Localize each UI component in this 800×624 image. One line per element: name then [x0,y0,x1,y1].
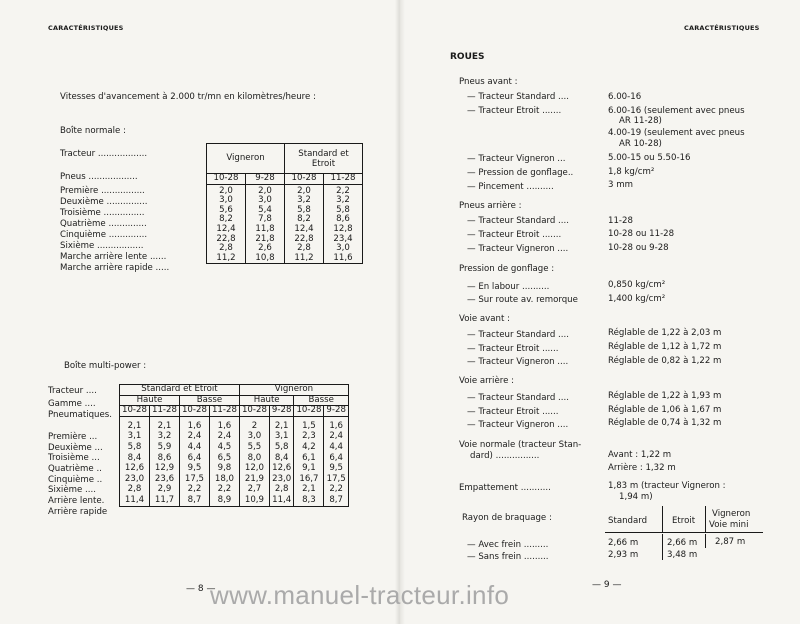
page-number-8: — 8 — [186,584,216,594]
normal-row-label: Tracteur .................. [60,149,148,159]
normal-row-label: Marche arrière lente ...... [60,252,167,262]
multipower-cell: 8,7 [324,495,349,506]
multipower-cell: 5,5 [239,442,269,453]
mp-range-haute-1: Haute [120,395,180,406]
rayon-header-standard: Standard [608,516,648,526]
multipower-cell: 2,1 [269,416,294,431]
rayon-sans-label: — Sans frein ......... [467,552,549,562]
va-standard-value: Réglable de 1,22 à 2,03 m [608,328,722,338]
multipower-cell: 5,8 [269,442,294,453]
multipower-cell: 9,5 [179,463,209,474]
multipower-cell: 2,2 [209,484,239,495]
multipower-cell: 2,8 [269,484,294,495]
normal-cell: 8,2 [285,215,324,225]
voie-normale-label-2: dard) ................ [470,451,540,461]
multipower-title: Boîte multi-power : [64,361,147,371]
var-vigneron-value: Réglable de 0,74 à 1,32 m [608,418,722,428]
var-etroit-label: — Tracteur Etroit ...... [467,407,559,417]
multipower-cell: 23,6 [149,474,179,485]
site-watermark: www.manuel-tracteur.info [210,580,510,610]
table-row [120,484,349,495]
right-page [400,0,800,624]
multipower-cell: 1,6 [179,416,209,431]
normal-cell: 2,2 [324,184,363,196]
multipower-cell: 2,4 [209,431,239,442]
normal-cell: 2,0 [207,184,246,196]
normal-row-label: Troisième ............... [60,208,145,218]
multipower-row-label: Troisième ... [48,453,100,463]
rayon-header-rule [605,532,763,533]
mp-size-header: 10-28 [120,406,150,417]
multipower-cell: 2,1 [120,416,150,431]
multipower-cell: 12,6 [120,463,150,474]
left-page [0,0,398,624]
multipower-cell: 8,4 [269,453,294,464]
normal-cell: 23,4 [324,235,363,245]
mp-group-vigneron: Vigneron [239,385,348,396]
multipower-cell: 3,1 [269,431,294,442]
voie-normale-arriere: Arrière : 1,32 m [608,463,676,473]
group-vigneron: Vigneron [207,144,285,174]
normal-cell: 5,8 [285,206,324,216]
multipower-cell: 9,1 [294,463,324,474]
rayon-heading: Rayon de braquage : [462,513,552,523]
voie-avant-heading: Voie avant : [459,314,510,324]
multipower-cell: 2,3 [294,431,324,442]
multipower-cell: 2 [239,416,269,431]
normal-cell: 3,0 [324,244,363,254]
speeds-intro: Vitesses d'avancement à 2.000 tr/mn en kilomètres/heure : [60,92,316,102]
rayon-avec-vigneron: 2,87 m [715,537,746,547]
normal-row-label: Marche arrière rapide ..... [60,263,170,273]
normal-size-header: 10-28 [285,174,324,185]
multipower-cell: 12,9 [149,463,179,474]
pa-standard-label: — Tracteur Standard .... [467,92,569,102]
normal-sizes-row [207,174,363,185]
multipower-row-label: Arrière rapide [48,507,108,517]
multipower-cell: 2,1 [294,484,324,495]
par-vigneron-value: 10-28 ou 9-28 [608,243,669,253]
normal-cell: 2,0 [285,184,324,196]
left-page-header: CARACTÉRISTIQUES [48,24,124,32]
mp-size-header: 9-28 [269,406,294,417]
pa-etroit-value-4: AR 10-28) [619,139,662,149]
par-etroit-value: 10-28 ou 11-28 [608,229,675,239]
var-standard-label: — Tracteur Standard .... [467,393,569,403]
multipower-cell: 8,0 [239,453,269,464]
rayon-sans-standard: 2,93 m [608,550,639,560]
multipower-row-label: Tracteur .... [48,386,97,396]
rayon-sep-1 [662,506,663,532]
va-vigneron-value: Réglable de 0,82 à 1,22 m [608,356,722,366]
rayon-avec-label: — Avec frein ......... [467,540,549,550]
multipower-cell: 16,7 [294,474,324,485]
multipower-cell: 23,0 [269,474,294,485]
table-row [120,474,349,485]
normal-row-label: Quatrième .............. [60,219,147,229]
multipower-cell: 8,3 [294,495,324,506]
rayon-sans-etroit: 3,48 m [667,550,698,560]
pa-gonflage-label: — Pression de gonflage.. [467,168,574,178]
table-row [120,453,349,464]
mp-size-header: 10-28 [239,406,269,417]
multipower-cell: 9,5 [324,463,349,474]
normal-cell: 5,4 [246,206,285,216]
pr-route-label: — Sur route av. remorque [467,295,578,305]
table-row [207,254,363,264]
mp-range-basse-2: Basse [294,395,349,406]
normal-size-header: 10-28 [207,174,246,185]
pneus-avant-heading: Pneus avant : [459,77,518,87]
multipower-cell: 18,0 [209,474,239,485]
normal-cell: 22,8 [207,235,246,245]
table-row [120,416,349,431]
multipower-cell: 8,9 [209,495,239,506]
multipower-cell: 4,2 [294,442,324,453]
multipower-cell: 6,4 [179,453,209,464]
multipower-cell: 2,4 [179,431,209,442]
pneus-arriere-heading: Pneus arrière : [459,201,522,211]
pa-standard-value: 6.00-16 [608,92,642,102]
multipower-cell: 4,4 [324,442,349,453]
normal-cell: 12,8 [324,225,363,235]
normal-cell: 11,2 [207,254,246,264]
multipower-cell: 8,7 [179,495,209,506]
multipower-cell: 6,1 [294,453,324,464]
multipower-cell: 2,7 [239,484,269,495]
empattement-value-1: 1,83 m (tracteur Vigneron : [608,481,726,491]
multipower-cell: 4,5 [209,442,239,453]
pa-gonflage-value: 1,8 kg/cm² [608,167,655,177]
multipower-row-label: Deuxième ... [48,443,103,453]
multipower-cell: 11,7 [149,495,179,506]
rayon-sep-4 [705,534,706,548]
multipower-cell: 17,5 [179,474,209,485]
mp-group-standard-etroit: Standard et Etroit [120,385,240,396]
voie-normale-avant: Avant : 1,22 m [608,450,672,460]
multipower-row-label: Cinquième .. [48,475,103,485]
multipower-row-label: Quatrième .. [48,464,102,474]
table-row [120,463,349,474]
var-standard-value: Réglable de 1,22 à 1,93 m [608,391,722,401]
normal-cell: 2,8 [285,244,324,254]
pr-labour-label: — En labour .......... [467,282,550,292]
multipower-cell: 2,9 [149,484,179,495]
normal-cell: 3,0 [207,196,246,206]
multipower-cell: 12,0 [239,463,269,474]
page-number-9: — 9 — [592,580,622,590]
pa-etroit-value-3: 4.00-19 (seulement avec pneus [608,128,745,138]
multipower-cell: 1,6 [324,416,349,431]
section-title-roues: ROUES [450,52,485,62]
multipower-cell: 11,4 [120,495,150,506]
pa-etroit-label: — Tracteur Etroit ....... [467,106,562,116]
multipower-cell: 8,6 [149,453,179,464]
normal-cell: 7,8 [246,215,285,225]
par-standard-value: 11-28 [608,216,633,226]
normal-cell: 10,8 [246,254,285,264]
multipower-cell: 23,0 [120,474,150,485]
pa-pincement-label: — Pincement .......... [467,182,554,192]
multipower-cell: 5,9 [149,442,179,453]
multipower-cell: 10,9 [239,495,269,506]
mp-sizes-row [120,406,349,417]
pa-etroit-value-2: AR 11-28) [619,116,662,126]
table-row [120,431,349,442]
normal-cell: 2,8 [207,244,246,254]
multipower-body [120,416,349,506]
normal-cell: 12,4 [207,225,246,235]
normal-cell: 8,6 [324,215,363,225]
normal-gearbox-title: Boîte normale : [60,126,126,136]
multipower-cell: 2,4 [324,431,349,442]
normal-cell: 5,6 [207,206,246,216]
par-etroit-label: — Tracteur Etroit ....... [467,230,562,240]
right-page-header: CARACTÉRISTIQUES [684,24,760,32]
var-vigneron-label: — Tracteur Vigneron .... [467,420,569,430]
multipower-cell: 4,4 [179,442,209,453]
voie-arriere-heading: Voie arrière : [459,376,514,386]
multipower-row-label: Pneumatiques. [48,410,113,420]
mp-range-haute-2: Haute [239,395,294,406]
pr-labour-value: 0,850 kg/cm² [608,280,666,290]
pa-etroit-value-1: 6.00-16 (seulement avec pneus [608,106,745,116]
rayon-sep-2 [705,506,706,532]
multipower-cell: 8,4 [120,453,150,464]
multipower-cell: 9,8 [209,463,239,474]
multipower-cell: 17,5 [324,474,349,485]
multipower-row-label: Gamme .... [48,399,96,409]
multipower-cell: 12,6 [269,463,294,474]
normal-cell: 11,8 [246,225,285,235]
normal-row-label: Sixième ................. [60,241,144,251]
empattement-value-2: 1,94 m) [619,492,653,502]
va-etroit-value: Réglable de 1,12 à 1,72 m [608,342,722,352]
multipower-row-label: Arrière lente. [48,496,105,506]
normal-cell: 12,4 [285,225,324,235]
multipower-cell: 11,4 [269,495,294,506]
normal-row-label: Deuxième ............... [60,197,148,207]
multipower-table [119,384,349,507]
multipower-cell: 2,2 [179,484,209,495]
mp-size-header: 9-28 [324,406,349,417]
multipower-cell: 2,8 [120,484,150,495]
multipower-cell: 2,1 [149,416,179,431]
normal-gearbox-table [206,143,363,264]
normal-row-label: Première ................ [60,186,145,196]
normal-gearbox-body [207,184,363,264]
normal-cell: 5,8 [324,206,363,216]
mp-size-header: 10-28 [294,406,324,417]
multipower-cell: 6,4 [324,453,349,464]
normal-row-label: Cinquième .............. [60,230,148,240]
normal-cell: 22,8 [285,235,324,245]
multipower-row-label: Première ... [48,432,98,442]
normal-cell: 2,0 [246,184,285,196]
multipower-cell: 5,8 [120,442,150,453]
normal-cell: 11,2 [285,254,324,264]
normal-cell: 8,2 [207,215,246,225]
pr-route-value: 1,400 kg/cm² [608,294,666,304]
normal-cell: 21,8 [246,235,285,245]
var-etroit-value: Réglable de 1,06 à 1,67 m [608,405,722,415]
va-etroit-label: — Tracteur Etroit ...... [467,344,559,354]
par-vigneron-label: — Tracteur Vigneron .... [467,244,569,254]
multipower-cell: 2,2 [324,484,349,495]
multipower-cell: 1,6 [209,416,239,431]
multipower-cell: 21,9 [239,474,269,485]
table-row [120,442,349,453]
normal-row-label: Pneus .................. [60,172,138,182]
table-row [120,495,349,506]
multipower-cell: 3,2 [149,431,179,442]
par-standard-label: — Tracteur Standard .... [467,216,569,226]
mp-size-header: 11-28 [149,406,179,417]
pa-vigneron-label: — Tracteur Vigneron ... [467,154,566,164]
multipower-cell: 3,0 [239,431,269,442]
normal-size-header: 9-28 [246,174,285,185]
multipower-cell: 6,5 [209,453,239,464]
va-standard-label: — Tracteur Standard .... [467,330,569,340]
rayon-header-etroit: Etroit [672,516,696,526]
empattement-label: Empattement ........... [459,483,551,493]
pression-heading: Pression de gonflage : [459,264,555,274]
mp-size-header: 10-28 [179,406,209,417]
normal-cell: 11,6 [324,254,363,264]
multipower-cell: 1,5 [294,416,324,431]
rayon-sep-3 [662,534,663,560]
normal-size-header: 11-28 [324,174,363,185]
voie-normale-label-1: Voie normale (tracteur Stan- [459,440,582,450]
normal-cell: 3,0 [246,196,285,206]
mp-size-header: 11-28 [209,406,239,417]
rayon-avec-standard: 2,66 m [608,538,639,548]
normal-cell: 3,2 [285,196,324,206]
pa-pincement-value: 3 mm [608,180,633,190]
rayon-avec-etroit: 2,66 m [667,538,698,548]
normal-cell: 2,6 [246,244,285,254]
rayon-header-voie-mini: Voie mini [709,520,749,530]
multipower-row-label: Sixième .... [48,485,96,495]
group-standard-etroit: Standard et Etroit [285,144,363,174]
pa-vigneron-value: 5.00-15 ou 5.50-16 [608,153,691,163]
multipower-cell: 3,1 [120,431,150,442]
mp-range-basse-1: Basse [179,395,239,406]
rayon-header-vigneron: Vigneron [712,509,751,519]
normal-cell: 3,2 [324,196,363,206]
va-vigneron-label: — Tracteur Vigneron .... [467,357,569,367]
